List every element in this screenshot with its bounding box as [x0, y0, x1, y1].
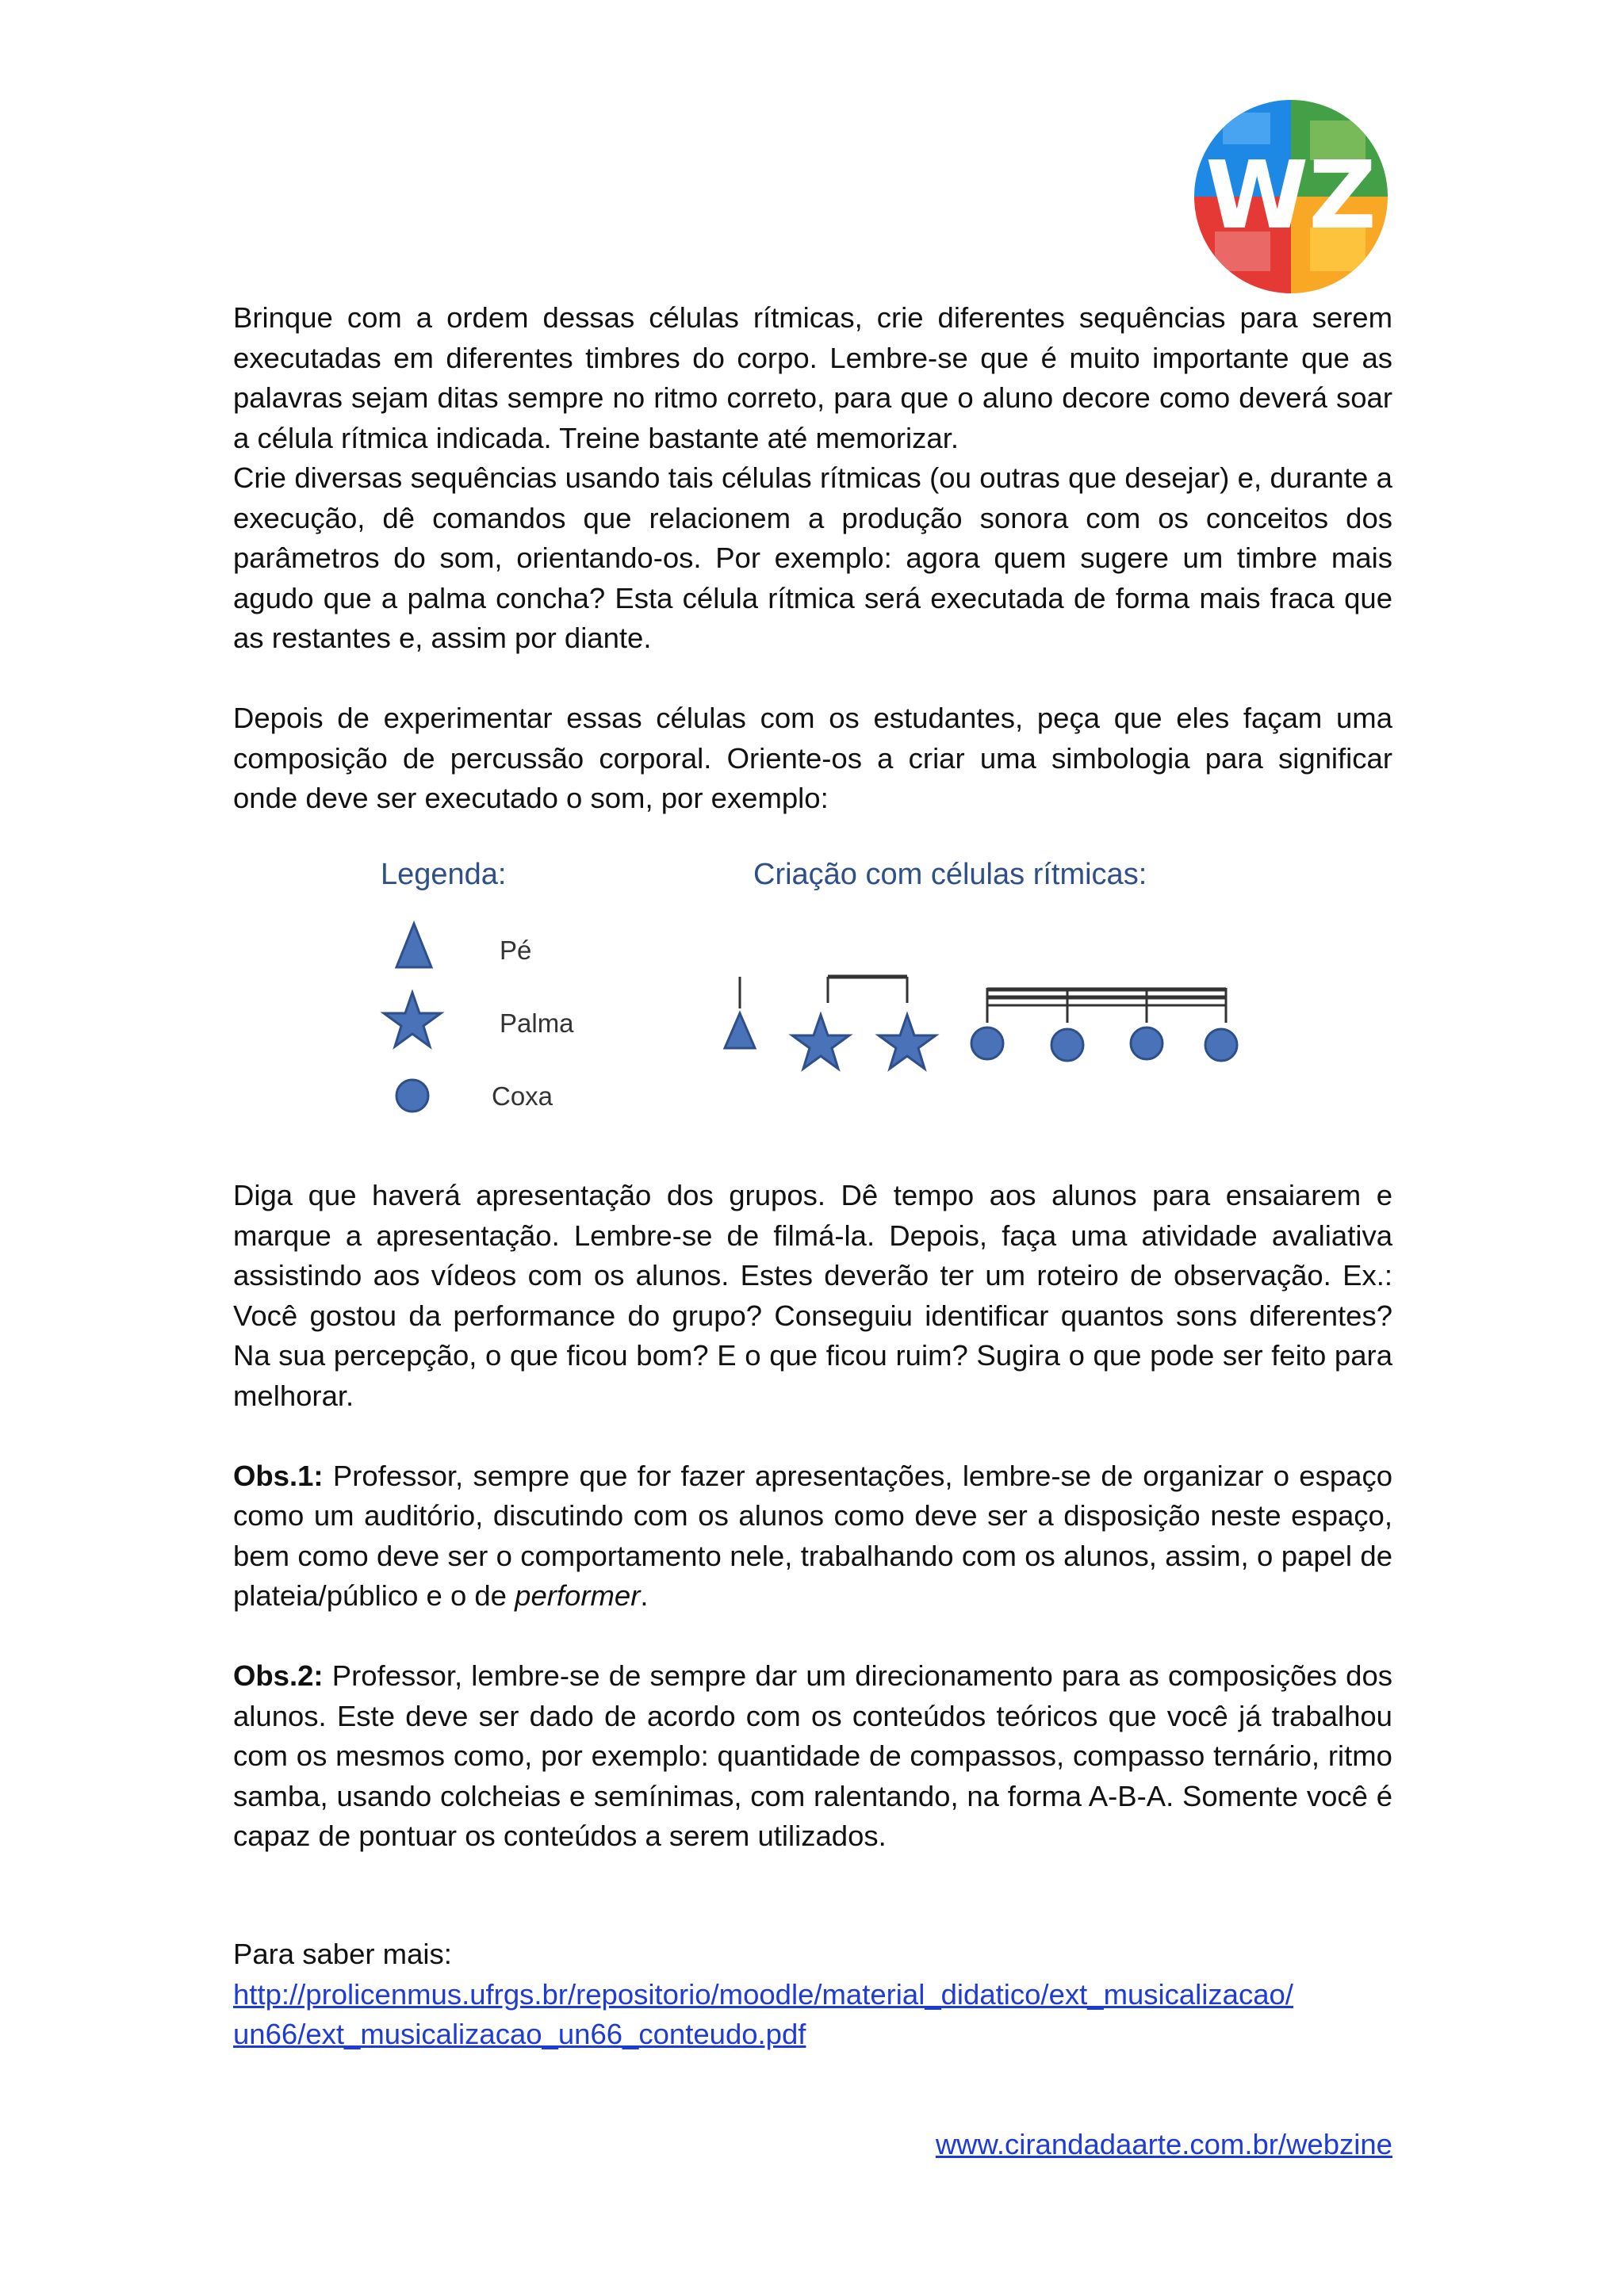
more-link-line-1[interactable]: http://prolicenmus.ufrgs.br/repositorio/moodle/material_didatico/ext_musicalizacao/ — [233, 1977, 1293, 2011]
text-block-2 — [233, 1176, 1392, 1857]
logo-text: WZ — [1205, 140, 1377, 250]
circle-icon — [396, 1080, 428, 1112]
footer-link[interactable]: www.cirandadaarte.com.br/webzine — [935, 2128, 1392, 2160]
obs2-paragraph — [233, 1656, 1392, 1857]
paragraph-1: Brinque com a ordem dessas células rítmicas, crie diferentes sequências para serem executadas em diferentes timbres do corpo. Lembre-se que é muito importante que as palavras sejam ditas sempre no ritmo correto, para que o aluno decore como deverá soar a célula rítmica indicada. Treine bastante até memorizar. — [233, 301, 1392, 454]
paragraph-2: Crie diversas sequências usando tais células rítmicas (ou outras que desejar) e, durante a execução, dê comandos que relacionem a produção sonora com os conceitos dos parâmetros do som, orientando-os. Por exemplo: agora quem sugere um timbre mais agudo que a palma concha? Esta célula rítmica será executada de forma mais fraca que as restantes e, assim por diante. — [233, 461, 1392, 654]
sequence-circle-1 — [971, 1027, 1003, 1059]
more-label: Para saber mais: — [233, 1938, 452, 1970]
legend-item-palma — [384, 993, 574, 1047]
obs1-italic: performer — [515, 1579, 641, 1612]
sequence-circle-4 — [1205, 1029, 1237, 1061]
obs2-text: Professor, lembre-se de sempre dar um direcionamento para as composições dos alunos. Este deve ser dado de acordo com os conteúdos teóricos que você já trabalhou com os mesmos como, por exemplo: quantidade de compassos, compasso ternário, ritmo samba, usando colcheias e semínimas, com ralentando, na forma A-B-A. Somente você é capaz de pontuar os conteúdos a serem utilizados. — [233, 1659, 1392, 1852]
rhythm-figure — [365, 848, 1269, 1134]
legend-title: Legenda: — [381, 858, 507, 891]
rhythm-sequence — [725, 977, 1237, 1069]
legend-label-palma: Palma — [500, 1008, 574, 1038]
paragraph-3: Depois de experimentar essas células com os estudantes, peça que eles façam uma composição de percussão corporal. Oriente-os a criar uma simbologia para significar onde deve ser executado o som, por exemplo: — [233, 702, 1392, 814]
sequence-star-2 — [879, 1015, 936, 1069]
footer — [936, 2125, 1392, 2164]
triangle-icon — [396, 924, 431, 967]
sequence-triangle — [725, 1013, 755, 1048]
legend-label-coxa: Coxa — [492, 1081, 553, 1111]
paragraph-4: Diga que haverá apresentação dos grupos. Dê tempo aos alunos para ensaiarem e marque a apresentação. Lembre-se de filmá-la. Depois, faça uma atividade avaliativa assistindo aos vídeos com os alunos. Estes deverão ter um roteiro de observação. Ex.: Você gostou da performance do grupo? Conseguiu identificar quantos sons diferentes? Na sua percepção, o que ficou bom? E o que ficou ruim? Sugira o que pode ser feito para melhorar. — [233, 1179, 1392, 1412]
obs1-text: Professor, sempre que for fazer apresentações, lembre-se de organizar o espaço como um auditório, discutindo com os alunos como deve ser a disposição neste espaço, bem como deve ser o comportamento nele, trabalhando com os alunos, assim, o papel de plateia/público e o de — [233, 1459, 1392, 1612]
obs1-paragraph: Obs.1: Professor, sempre que for fazer apresentações, lembre-se de organizar o espaço como um auditório, discutindo com os alunos como deve ser a disposição neste espaço, bem como deve ser o comportamento nele, trabalhando com os alunos, assim, o papel de plateia/público e o de performer. — [233, 1459, 1392, 1612]
obs1-label: Obs.1: — [233, 1459, 324, 1492]
legend-label-pe: Pé — [500, 936, 532, 965]
sequence-circle-3 — [1131, 1027, 1162, 1059]
star-icon — [384, 993, 441, 1047]
more-link-line-2[interactable]: un66/ext_musicalizacao_un66_conteudo.pdf — [233, 2018, 806, 2050]
webzine-logo — [1191, 97, 1391, 297]
obs2-label: Obs.2: — [233, 1659, 324, 1692]
more-info — [233, 1934, 1392, 2055]
creation-title: Criação com células rítmicas: — [753, 858, 1147, 891]
sequence-circle-2 — [1051, 1029, 1083, 1061]
legend-item-pe — [396, 924, 531, 967]
sequence-star-1 — [792, 1015, 849, 1069]
legend-item-coxa — [396, 1080, 553, 1112]
text-block-1 — [233, 298, 1392, 819]
